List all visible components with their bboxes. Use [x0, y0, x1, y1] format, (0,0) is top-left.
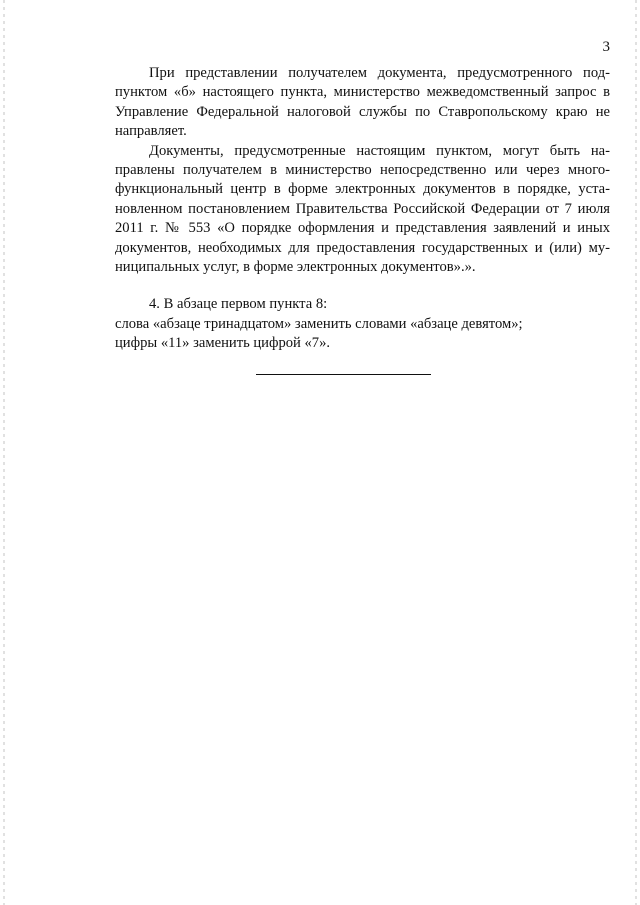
paragraph-1 — [115, 64, 610, 142]
paragraph-2-line: ниципальных услуг, в форме электронных документов».». — [115, 259, 476, 276]
document-body — [115, 64, 610, 354]
paragraph-2-line: правлены получателем в министерство непосредственно или через много- — [115, 162, 610, 179]
paragraph-2-line: документов, необходимых для предоставления государственных и (или) му- — [115, 239, 610, 256]
paragraph-2-line: функциональный центр в форме электронных документов в порядке, уста- — [115, 181, 610, 198]
end-divider-line — [256, 374, 431, 375]
item-4-heading: 4. В абзаце первом пункта 8: — [149, 296, 328, 313]
paragraph-2-line: Документы, предусмотренные настоящим пунктом, могут быть на- — [149, 142, 610, 159]
item-4-line-2: цифры «11» заменить цифрой «7». — [115, 335, 331, 352]
paragraph-1-line: При представлении получателем документа, предусмотренного под- — [149, 65, 610, 81]
paragraph-2-line: новленном постановлением Правительства Российской Федерации от 7 июля — [115, 200, 610, 217]
paragraph-1-line: Управление Федеральной налоговой службы по Ставропольскому краю не — [115, 103, 610, 120]
paragraph-2-line: 2011 г. № 553 «О порядке оформления и представления заявлений и иных — [115, 220, 610, 237]
paragraph-2 — [115, 142, 610, 278]
scan-edge-right — [635, 0, 637, 905]
paragraph-1-line: пунктом «б» настоящего пункта, министерство межведомственный запрос в — [115, 84, 610, 101]
scan-edge-left — [3, 0, 5, 905]
item-4-line-1: слова «абзаце тринадцатом» заменить словами «абзаце девятом»; — [115, 315, 523, 332]
paragraph-1-line: направляет. — [115, 123, 187, 140]
page-number: 3 — [602, 39, 610, 55]
